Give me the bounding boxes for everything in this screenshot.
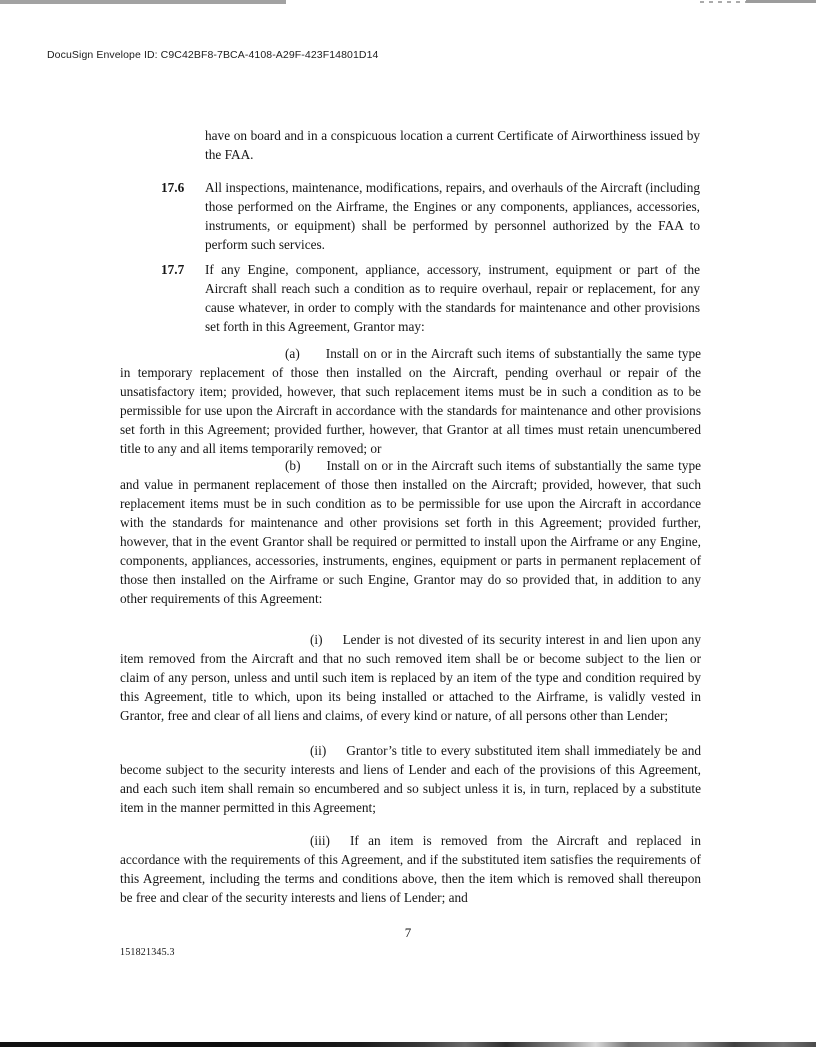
paragraph-text: If an item is removed from the Aircraft and replaced in accordance with the requirements of this Agreement, and if the substituted item satisfies the requirements of this Agreement, including the terms and conditions above, then the item which is removed shall thereupon be free and clear of the security interests and liens of Lender; and — [120, 833, 701, 905]
section-number: 17.7 — [161, 262, 185, 277]
paragraph-text: Install on or in the Aircraft such items of substantially the same type in temporary replacement of those then installed on the Aircraft, pending overhaul or repair of the unsatisfactory item; provided, however, that such replacement items must be in such a condition as to be permissible for use upon the Aircraft in accordance with the standards for maintenance and other provisions set forth in this Agreement; provided further, however, that Grantor at all times must retain unencumbered title to any and all items temporarily removed; or — [120, 346, 701, 456]
paragraph-marker: (iii) — [310, 833, 330, 848]
scan-artifact-top-right-line — [746, 0, 816, 3]
section-text: All inspections, maintenance, modifications, repairs, and overhauls of the Aircraft (including those performed on the Airframe, the Engines or any components, appliances, accessories, instruments, or equipment) shall be performed by personnel authorized by the FAA to perform such services. — [205, 180, 700, 252]
section-text: If any Engine, component, appliance, accessory, instrument, equipment or part of the Aircraft shall reach such a condition as to require overhaul, repair or replacement, for any cause whatever, in order to comply with the standards for maintenance and other provisions set forth in this Agreement, Grantor may: — [205, 262, 700, 334]
paragraph-marker: (b) — [285, 458, 301, 473]
scan-artifact-top-right-dashes — [700, 1, 746, 3]
paragraph-text: Grantor’s title to every substituted item shall immediately be and become subject to the security interests and liens of Lender and each of the provisions of this Agreement, and each such item shall remain so encumbered and so subject unless it is, in turn, replaced by a substitute item in the manner permitted in this Agreement; — [120, 743, 701, 815]
paragraph-marker: (a) — [285, 346, 300, 361]
paragraph-ii — [120, 741, 701, 817]
paragraph-a — [120, 344, 701, 458]
paragraph-b — [120, 456, 701, 608]
section-17-6 — [161, 178, 700, 254]
paragraph-text: Install on or in the Aircraft such items of substantially the same type and value in permanent replacement of those then installed on the Aircraft; provided, however, that such replacement items must be in such condition as to be permissible for use upon the Aircraft in accordance with the standards for maintenance and other provisions set forth in this Agreement; provided further, however, that in the event Grantor shall be required or permitted to install upon the Airframe or any Engine, components, appliances, accessories, instruments, engines, equipment or parts in permanent replacement of those then installed on the Airframe or such Engine, Grantor may do so provided that, in addition to any other requirements of this Agreement: — [120, 458, 701, 606]
page-number: 7 — [404, 925, 412, 940]
paragraph-i — [120, 630, 701, 725]
section-17-7 — [161, 260, 700, 336]
paragraph-marker: (i) — [310, 632, 323, 647]
paragraph-iii — [120, 831, 701, 907]
scan-artifact-bottom-bar — [0, 1042, 816, 1047]
docusign-envelope-id: DocuSign Envelope ID: C9C42BF8-7BCA-4108-A29F-423F14801D14 — [47, 49, 379, 61]
paragraph-text: Lender is not divested of its security interest in and lien upon any item removed from the Aircraft and that no such removed item shall be or become subject to the lien or claim of any person, unless and until such item is replaced by an item of the type and condition required by this Agreement, title to which, upon its being installed or attached to the Airframe, is validly vested in Grantor, free and clear of all liens and claims, of every kind or nature, of all persons other than Lender; — [120, 632, 701, 723]
paragraph-marker: (ii) — [310, 743, 327, 758]
scan-artifact-top-left-bar — [0, 0, 286, 4]
section-number: 17.6 — [161, 180, 185, 195]
paragraph-intro-continuation: have on board and in a conspicuous location a current Certificate of Airworthiness issued by the FAA. — [205, 128, 700, 162]
footer-reference-number: 151821345.3 — [120, 947, 175, 958]
